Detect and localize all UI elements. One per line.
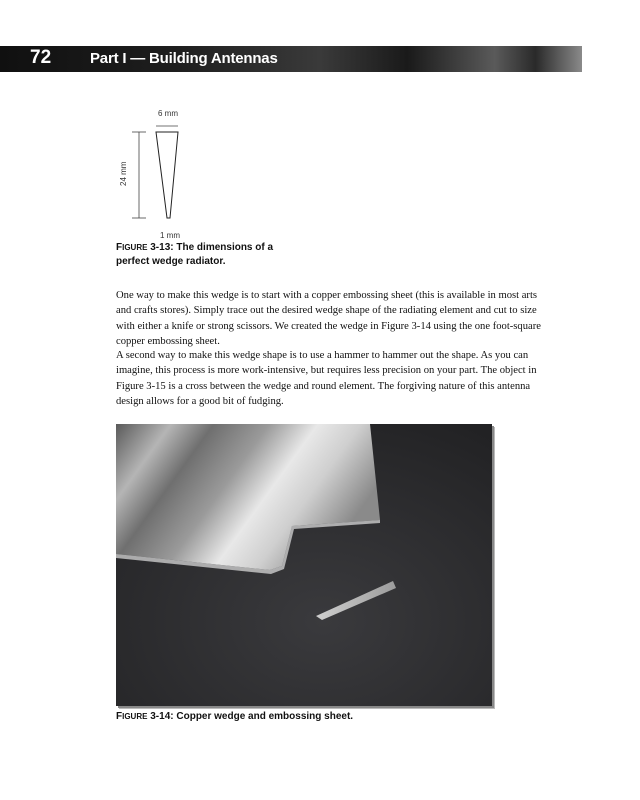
dim-side-label: 24 mm (119, 161, 128, 186)
caption-text: The dimensions of a perfect wedge radiator. (116, 242, 274, 267)
caption-label-first: F (116, 711, 123, 722)
wedge-dimension-diagram (112, 104, 262, 242)
figure-3-14-caption (116, 710, 496, 724)
part-title: Part I — Building Antennas (90, 50, 278, 67)
figure-3-13-caption (116, 241, 286, 269)
paragraph-copper-sheet: One way to make this wedge is to start with a copper embossing sheet (this is available in most arts and crafts stores). Simply trace out the desired wedge shape of the radiating element and cut to size with either a knife or strong scissors. We created the wedge in Figure 3-14 using the one foot-square copper embossing sheet. (116, 290, 541, 348)
caption-number: 3-13: (150, 242, 174, 253)
dim-top-label: 6 mm (158, 109, 178, 118)
page-number: 72 (30, 47, 52, 68)
paragraph-hammer: A second way to make this wedge shape is to use a hammer to hammer out the shape. As you can imagine, this process is more work-intensive, but requires less precision on your part. The object in Figure 3-15 is a cross between the wedge and round element. The forgiving nature of this antenna design allows for a good bit of fudging. (116, 350, 537, 408)
caption-label-first: F (116, 242, 123, 253)
caption-label-rest: IGURE (122, 712, 148, 721)
caption-label-rest: IGURE (122, 243, 148, 252)
dim-bottom-label: 1 mm (160, 231, 180, 240)
chapter-header-bar (0, 46, 582, 72)
caption-text: Copper wedge and embossing sheet. (176, 711, 354, 722)
wedge-shape (156, 132, 178, 218)
caption-number: 3-14: (150, 711, 174, 722)
copper-wedge-photo (116, 424, 492, 706)
